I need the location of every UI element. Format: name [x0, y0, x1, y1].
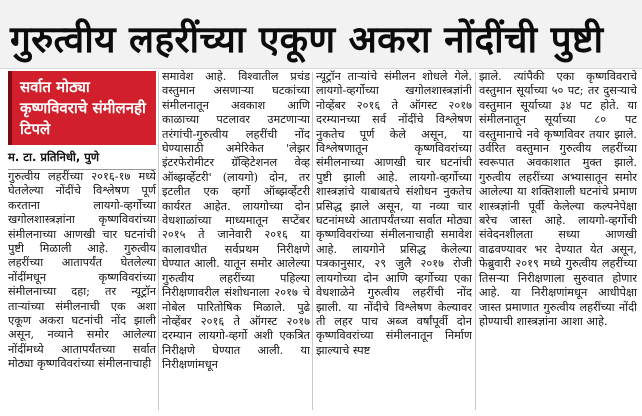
subhead-accent-bar: [8, 71, 12, 145]
subhead-text: सर्वात मोठ्या कृष्णविवराचे संमीलनही टिपले: [20, 78, 146, 138]
article-column-4: [479, 70, 637, 412]
article-column-1: [8, 170, 156, 412]
column-text: समावेश आहे. विश्वातील प्रचंड वस्तुमान असणाऱ्या घटकांच्या संमीलनातून अवकाश आणि काळाच्या पटलावर उमटणाऱ्या तरंगांची-गुरुत्वीय लहरींची नोंद घेण्यासाठी अमेरिकेत 'लेझर इंटरफेरोमीटर ग्रॅव्हिटेशनल वेव्ह ऑब्झर्व्हेटरी' (लायगो) दोन, तर इटलीत एक व्हर्गो ऑब्झर्व्हेटरी कार्यरत आहेत. लायगोच्या दोन वेधशाळांच्या माध्यमातून सप्टेंबर २०१५ ते जानेवारी २०१६ या कालावधीत सर्वप्रथम निरीक्षणे घेण्यात आली. यातून समोर आलेल्या गुरुत्वीय लहरींच्या पहिल्या निरीक्षणावरील संशोधनाला २०१७ चे नोबेल पारितोषिक मिळाले. पुढे नोव्हेंबर २०१६ ते ऑगस्ट २०१७ दरम्यान लायगो-व्हर्गो अशी एकत्रित निरीक्षणे घेण्यात आली. या निरीक्षणांमधून: [162, 70, 310, 372]
headline-banner: [0, 0, 642, 69]
column-divider: [158, 72, 159, 410]
column-text: गुरुत्वीय लहरींच्या २०१६-१७ मध्ये घेतलेल्या नोंदींचे विश्लेषण पूर्ण करताना लायगो-व्हर्गोच्या खगोलशास्त्रज्ञांना कृष्णविवरांच्या संमीलनाच्या आणखी चार घटनांची पुष्टी मिळाली आहे. गुरुत्वीय लहरींच्या आतापर्यंत घेतलेल्या नोंदींमधून कृष्णविवरांच्या संमीलनाच्या दहा; तर न्यूट्रॉन ताऱ्यांच्या संमीलनाची एक अशा एकूण अकरा घटनांची नोंद झाली असून, नव्याने समोर आलेल्या नोंदींमध्ये आतापर्यंतच्या सर्वात मोठ्या कृष्णविवरांच्या संमीलनाचाही: [8, 170, 156, 371]
article-column-3: [316, 70, 472, 412]
subhead-box: [8, 71, 156, 145]
column-text: झाले. त्यांपैकी एका कृष्णविवराचे वस्तुमान सूर्याच्या ५० पट; तर दुसऱ्याचे वस्तुमान सूर्याच्या ३४ पट होते. या संमीलनातून सूर्याच्या ८० पट वस्तुमानाचे नवे कृष्णविवर तयार झाले. उर्वरित वस्तुमान गुरुत्वीय लहरींच्या स्वरूपात अवकाशात मुक्त झाले. गुरुत्वीय लहरींच्या अभ्यासातून समोर आलेल्या या शक्तिशाली घटनांचे प्रमाण शास्त्रज्ञांनी पूर्वी केलेल्या कल्पनेपेक्षा बरेच जास्त आहे. लायगो-व्हर्गोची संवेदनशीलता सध्या आणखी वाढवण्यावर भर देण्यात येत असून, फेब्रुवारी २०१९ मध्ये गुरुत्वीय लहरींच्या तिसऱ्या निरीक्षणाला सुरुवात होणार आहे. या निरीक्षणांमधून आधीपेक्षा जास्त प्रमाणात गुरुत्वीय लहरींच्या नोंदी होण्याची शास्त्रज्ञांना आशा आहे.: [479, 70, 637, 328]
column-text: न्यूट्रॉन ताऱ्यांचे संमीलन शोधले गेले. लायगो-व्हर्गोच्या खगोलशास्त्रज्ञांनी नोव्हेंबर २०१६ ते ऑगस्ट २०१७ दरम्यानच्या सर्व नोंदींचे विश्लेषण नुकतेच पूर्ण केले असून, या विश्लेषणातून कृष्णविवरांच्या संमीलनाच्या आणखी चार घटनांची पुष्टी झाली आहे. लायगो-व्हर्गोच्या शास्त्रज्ञांचे याबाबतचे संशोधन नुकतेच प्रसिद्ध झाले असून, या नव्या चार घटनांमध्ये आतापर्यंतच्या सर्वात मोठ्या कृष्णविवरांच्या संमीलनाचाही समावेश आहे. लायगोने प्रसिद्ध केलेल्या पत्रकानुसार, २९ जुलै २०१७ रोजी लायगोच्या दोन आणि व्हर्गोच्या एका वेधशाळेने गुरुत्वीय लहरींची नोंद झाली. या नोंदीचे विश्लेषण केल्यावर ती लहर पाच अब्ज वर्षांपूर्वी दोन कृष्णविवरांच्या संमीलनातून निर्माण झाल्याचे स्पष्ट: [316, 70, 472, 357]
column-divider: [475, 72, 476, 410]
byline: म. टा. प्रतिनिधी, पुणे: [8, 150, 156, 170]
page-title: गुरुत्वीय लहरींच्या एकूण अकरा नोंदींची पुष्टी: [10, 18, 604, 61]
article-column-2: [162, 70, 310, 412]
column-divider: [312, 72, 313, 410]
